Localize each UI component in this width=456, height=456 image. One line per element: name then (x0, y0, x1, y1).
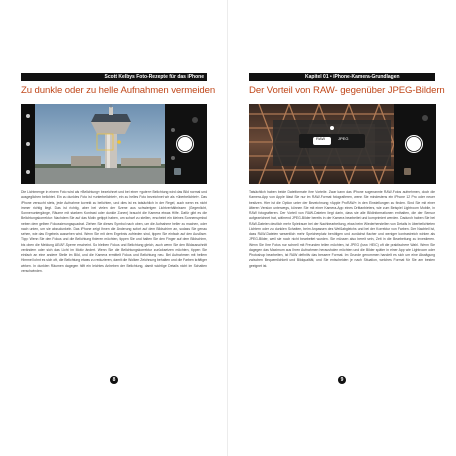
page-number: 8 (110, 376, 118, 384)
page-number: 9 (338, 376, 346, 384)
running-head: Kapitel 01 • iPhone-Kamera-Grundlagen (305, 74, 400, 80)
running-head-bar (249, 73, 435, 81)
body-text: Tatsächlich haben beide Dateiformate ihre Vorteile. Zwar kann das iPhone sogenannte RAW-Fotos aufnehmen, doch die Kamera-App von Apple lässt Sie nur im RAW-Format fotografieren, wenn Sie mindestens ein iPhone 12 Pro oder neuer besitzen. Hier ist die Option unter der Bezeichnung »Apple ProRAW« in den Einstellungen zu finden. Sind Sie mit einer älteren Version unterwegs, können Sie mit einer Kamera-App eines Drittanbieters, wie zum Beispiel Lightroom Mobile, in RAW fotografieren. Der Vorteil von RAW-Dateien liegt darin, dass sie alle Bildinformationen enthalten, die der Sensor aufgezeichnet hat, während JPEG-Bilder bereits in der Kamera bearbeitet und komprimiert werden. Dadurch haben Sie bei RAW-Dateien deutlich mehr Spielraum bei der Nachbearbeitung, etwa beim Wiederherstellen von Details in überbelichteten Lichtern oder zu dunklen Schatten, beim Anpassen des Weißabgleichs und bei der Korrektur von Farben. Der Nachteil ist, dass RAW-Dateien wesentlich mehr Speicherplatz benötigen und zunächst flacher und weniger kontrastreich wirken als JPEG-Bilder, weil sie noch nicht bearbeitet wurden. Sie müssen also bereit sein, Zeit in die Bearbeitung zu investieren. Wenn Sie Ihre Fotos nur schnell mit Freunden teilen möchten, ist JPEG (bzw. HEIC) oft die praktischere Wahl. Wenn Sie dagegen das Maximum aus Ihren Aufnahmen herausholen möchten und die Bilder später in einer App wie Lightroom oder Photoshop bearbeiten, ist RAW definitiv das bessere Format. Im Grunde genommen handelt es sich um eine Abwägung zwischen Bequemlichkeit und Bildqualität, und Sie entscheiden je nach Situation, welches Format für Sie am besten geeignet ist. (249, 190, 435, 268)
section-title: Der Vorteil von RAW- gegenüber JPEG-Bildern (249, 85, 445, 96)
raw-label: RAW (316, 136, 326, 141)
right-page (228, 0, 456, 456)
section-title: Zu dunkle oder zu helle Aufnahmen vermeiden (21, 85, 216, 96)
raw-jpeg-comparison-photo (249, 104, 436, 184)
jpeg-label: JPEG (338, 136, 349, 141)
body-text: Die Lichtmenge in einem Foto wird als »Belichtung« bezeichnet und bei einer »guten« Belichtung wird das Bild normal und ausgeglichen belichtet. Ein zu dunkles Foto ist »unterbelichtet«, ein zu helles Foto bezeichnet wir als »überbelichtet«. Das iPhone versucht stets, jede Aufnahme korrekt zu belichten, und dies ist es tatsächlich in der Regel, auch wenn es nicht immer richtig liegt. Das ist richtig, aber bei vielen der Szene aus schwierigen Lichtverhältnissen (Gegenlicht, Sonnenuntergänge, Räume mit starkem Kontrast oder dunkle Zonen) braucht die Kamera etwas Hilfe. Dafür gibt es die Belichtungskorrektur: Nachdem Sie auf das Motiv getippt haben, um scharf zu stellen, erscheint ein kleines Sonnensymbol neben dem gelben Fokussierungsquadrat. Ziehen Sie dieses Symbol nach oben, um die Aufnahme heller zu machen, oder nach unten, um sie abzudunkeln. Das iPhone zeigt Ihnen die Änderung sofort auf dem Bildschirm an, sodass Sie genau sehen, wie das Ergebnis aussehen wird. Wenn Sie mit dem Ergebnis zufrieden sind, tippen Sie einfach auf den Auslöser. Tipp: Wenn Sie den Fokus und die Belichtung fixieren möchten, tippen Sie und halten Sie den Finger auf dem Bildschirm, bis oben die Meldung AE/AF-Sperre erscheint. So bleiben Fokus und Belichtung gleich, auch wenn Sie den Bildausschnitt verändern oder sich das Licht im Motiv ändert. Wenn Sie die Belichtungskorrektur zurücksetzen möchten, tippen Sie einfach an eine andere Stelle im Bild, und die Kamera ermittelt Fokus und Belichtung neu. Bei Aufnahmen mit hellem Himmel lohnt es sich oft, die Belichtung etwas zu reduzieren, damit die Wolken Zeichnung behalten und die Farben kräftiger wirken. In dunklen Räumen dagegen hilft ein leichtes Anheben der Belichtung, damit wichtige Details nicht im Schatten verschwinden. (21, 190, 207, 273)
running-head-bar (21, 73, 207, 81)
running-head: Scott Kelbys Foto-Rezepte für das iPhone (104, 74, 204, 80)
camera-screenshot-photo (21, 104, 207, 184)
